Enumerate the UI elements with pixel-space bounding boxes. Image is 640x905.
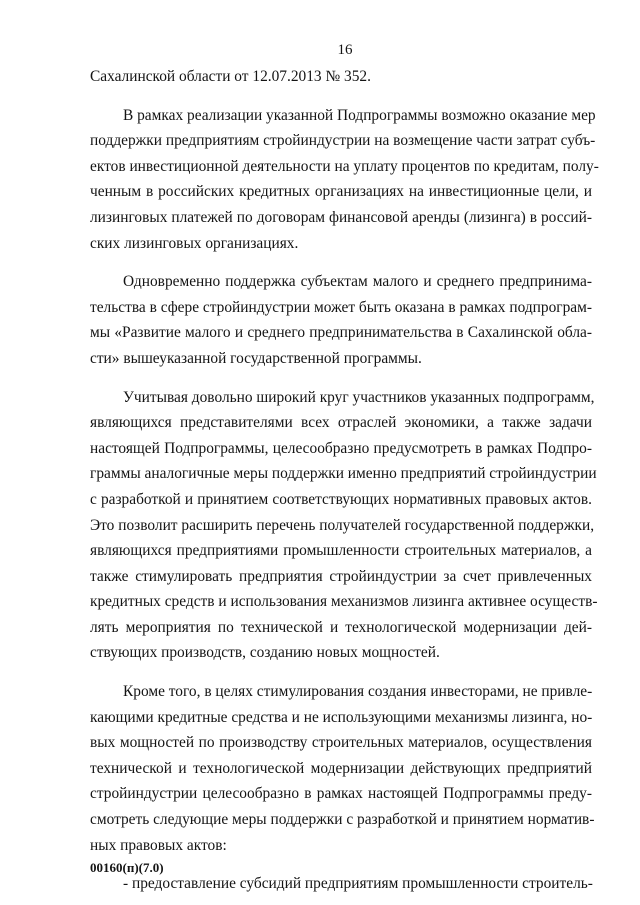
text-line: - предоставление субсидий предприятиям промышленности строитель- bbox=[123, 875, 593, 893]
text-line: Сахалинской области от 12.07.2013 № 352. bbox=[90, 68, 371, 85]
text-line: ствующих производств, созданию новых мощностей. bbox=[90, 644, 440, 662]
text-line: смотреть следующие меры поддержки с разработкой и принятием норматив- bbox=[90, 811, 595, 829]
text-line: ектов инвестиционной деятельности на уплату процентов по кредитам, полу- bbox=[90, 157, 599, 175]
document-body bbox=[90, 64, 599, 897]
text-line: Это позволит расширить перечень получателей государственной поддержки, bbox=[90, 516, 595, 534]
document-footer-code: 00160(п)(7.0) bbox=[90, 860, 164, 875]
text-line: Одновременно поддержка субъектам малого и среднего предпринима- bbox=[123, 273, 592, 291]
text-line: настоящей Подпрограммы, целесообразно предусмотреть в рамках Подпро- bbox=[90, 439, 592, 457]
text-line: Учитывая довольно широкий круг участников указанных подпрограмм, bbox=[123, 388, 595, 406]
text-line: вых мощностей по производству строительных материалов, осуществления bbox=[90, 734, 592, 752]
text-line: ных правовых актов: bbox=[90, 836, 227, 854]
paragraph-participants bbox=[90, 385, 598, 667]
text-line: Кроме того, в целях стимулирования создания инвесторами, не привле- bbox=[123, 683, 593, 701]
text-line: В рамках реализации указанной Подпрограммы возможно оказание мер bbox=[123, 106, 596, 124]
text-line: технической и технологической модернизации действующих предприятий bbox=[90, 759, 592, 777]
text-line: кредитных средств и использования механизмов лизинга активнее осуществ- bbox=[90, 593, 598, 611]
text-line: тельства в сфере стройиндустрии может быть оказана в рамках подпрограм- bbox=[90, 298, 592, 316]
text-line: поддержки предприятиям стройиндустрии на возмещение части затрат субъ- bbox=[90, 132, 596, 150]
text-line: лять мероприятия по технической и технологической модернизации дей- bbox=[90, 618, 592, 636]
text-line: кающими кредитные средства и не использующими механизмы лизинга, но- bbox=[90, 708, 593, 726]
text-line: также стимулировать предприятия стройиндустрии за счет привлеченных bbox=[90, 567, 592, 585]
paragraph-small-business-support bbox=[90, 269, 592, 371]
page-number: 16 bbox=[337, 42, 353, 58]
text-line: являющихся предприятиями промышленности строительных материалов, а bbox=[90, 542, 592, 560]
text-line: мы «Развитие малого и среднего предпринимательства в Сахалинской обла- bbox=[90, 324, 592, 342]
text-line: граммы аналогичные меры поддержки именно предприятий стройиндустрии bbox=[90, 465, 597, 483]
text-line: лизинговых платежей по договорам финансовой аренды (лизинга) в россий- bbox=[90, 208, 592, 226]
text-line: являющихся представителями всех отраслей экономики, а также задачи bbox=[90, 414, 592, 432]
paragraph-investor-incentives bbox=[90, 679, 595, 858]
paragraph-continuation bbox=[90, 64, 592, 90]
text-line: сти» вышеуказанной государственной программы. bbox=[90, 349, 422, 367]
list-item-subsidies bbox=[90, 871, 592, 897]
text-line: ченным в российских кредитных организациях на инвестиционные цели, и bbox=[90, 183, 592, 201]
text-line: с разработкой и принятием соответствующих нормативных правовых актов. bbox=[90, 490, 592, 508]
text-line: ских лизинговых организациях. bbox=[90, 234, 299, 252]
paragraph-subprogram-support-measures bbox=[90, 103, 599, 257]
text-line: стройиндустрии целесообразно в рамках настоящей Подпрограммы преду- bbox=[90, 785, 592, 803]
